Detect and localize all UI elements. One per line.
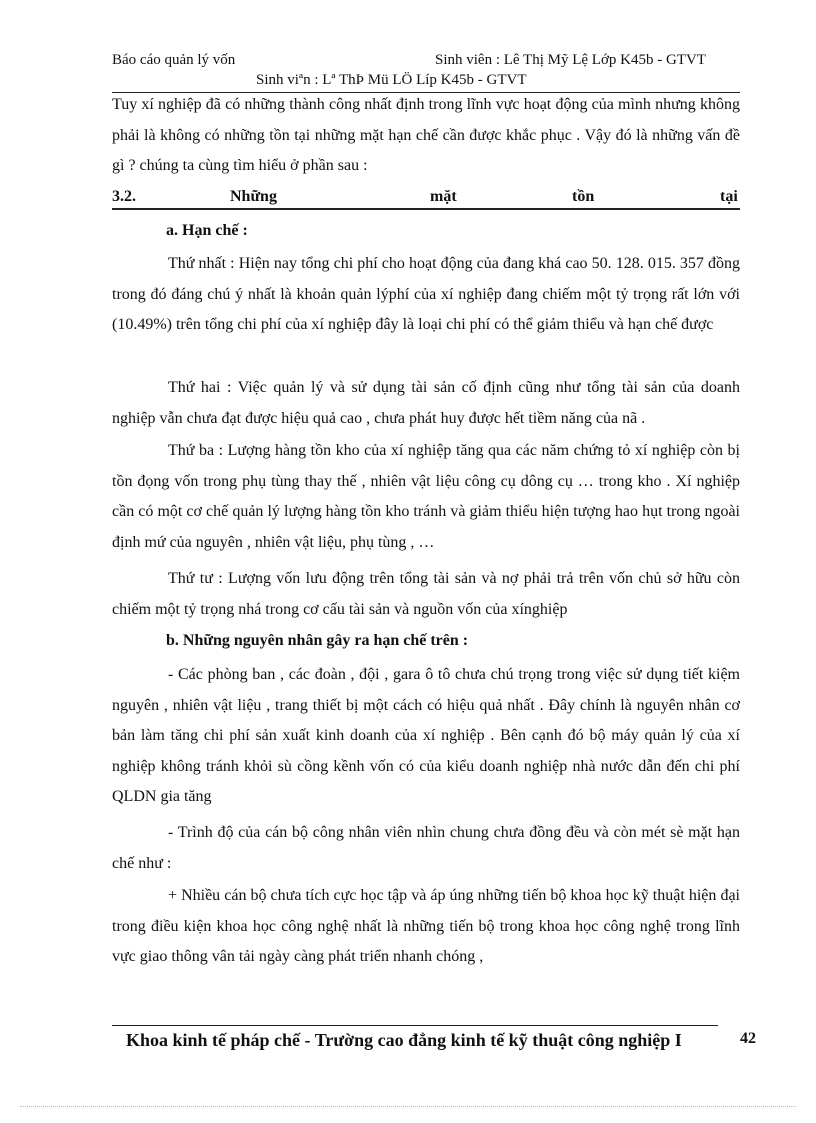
intro-paragraph: Tuy xí nghiệp đã có những thành công nhất định trong lĩnh vực hoạt động của mình nhưng không phải là không có những tồn tại những mặt hạn chế cần được khắc phục . Vậy đó là những vấn đề gì ? chúng ta cùng tìm hiểu ở phần sau : [112, 96, 740, 174]
section-heading [112, 186, 740, 210]
cause-second: - Trình độ của cán bộ công nhân viên nhìn chung chưa đồng đều và còn mét sè mặt hạn chế như : [112, 824, 740, 872]
cause-first: - Các phòng ban , các đoàn , đội , gara ô tô chưa chú trọng trong việc sử dụng tiết kiệm nguyên , nhiên vật liệu , trang thiết bị một cách có hiệu quả nhất . Đây chính là nguyên nhân cơ bản làm tăng chi phí sản xuất kinh doanh của xí nghiệp . Bên cạnh đó bộ máy quản lý của xí nghiệp không tránh khỏi sù cồng kềnh vốn có của kiểu doanh nghiệp nhà nước dẫn đến chi phí QLDN gia tăng [112, 666, 740, 805]
cause-third: + Nhiều cán bộ chưa tích cực học tập và áp úng những tiến bộ khoa học kỹ thuật hiện đại trong điều kiện khoa học công nghệ nhất là những tiến bộ trong khoa học công nghệ trong lĩnh vực giao thông vân tải ngày càng phát triển nhanh chóng , [112, 887, 740, 965]
subsection-b-heading: b. Những nguyên nhân gây ra hạn chế trên : [166, 632, 469, 649]
header-right: Sinh viên : Lê Thị Mỹ Lệ Lớp K45b - GTVT [435, 52, 706, 68]
page-bottom-divider [20, 1106, 796, 1107]
subsection-a-heading: a. Hạn chế : [166, 222, 248, 239]
limit-fourth: Thứ tư : Lượng vốn lưu động trên tổng tài sản và nợ phải trả trên vốn chủ sở hữu còn chiếm một tỷ trọng nhá trong cơ cấu tài sản và nguồn vốn của xínghiệp [112, 570, 740, 618]
footer-rule [112, 1025, 718, 1026]
section-word: tại [720, 188, 738, 205]
limit-third: Thứ ba : Lượng hàng tồn kho của xí nghiệp tăng qua các năm chứng tỏ xí nghiệp còn bị tồn đọng vốn trong phụ tùng thay thế , nhiên vật liệu công cụ dông cụ … trong kho . Xí nghiệp cần có một cơ chế quản lý lượng hàng tồn kho tránh và giảm thiểu hiện tượng hao hụt trong ngoài định mứ của nguyên , nhiên vật liệu, phụ tùng , … [112, 442, 740, 551]
header-left: Báo cáo quản lý vốn [112, 52, 236, 68]
page-number: 42 [740, 1030, 756, 1047]
limit-first: Thứ nhất : Hiện nay tổng chi phí cho hoạt động của đang khá cao 50. 128. 015. 357 đồng trong đó đáng chú ý nhất là khoản quản lýphí của xí nghiệp đang chiếm một tỷ trọng rất lớn với (10.49%) trên tổng chi phí của xí nghiệp đây là loại chi phí có thể giảm thiểu và hạn chế được [112, 255, 740, 333]
section-word: Những [230, 188, 277, 205]
limit-second: Thứ hai : Việc quản lý và sử dụng tài sản cố định cũng như tổng tài sản của doanh nghiệp vẫn chưa đạt được hiệu quả cao , chưa phát huy được hết tiềm năng của nã . [112, 379, 740, 427]
header-second: Sinh viªn : Lª ThÞ Mü LÖ Líp K45b - GTVT [256, 72, 527, 88]
footer-text: Khoa kinh tế pháp chế - Trường cao đẳng kinh tế kỹ thuật công nghiệp I [126, 1030, 682, 1050]
section-number: 3.2. [112, 188, 136, 205]
section-word: mặt [430, 188, 457, 205]
section-word: tồn [572, 188, 595, 205]
